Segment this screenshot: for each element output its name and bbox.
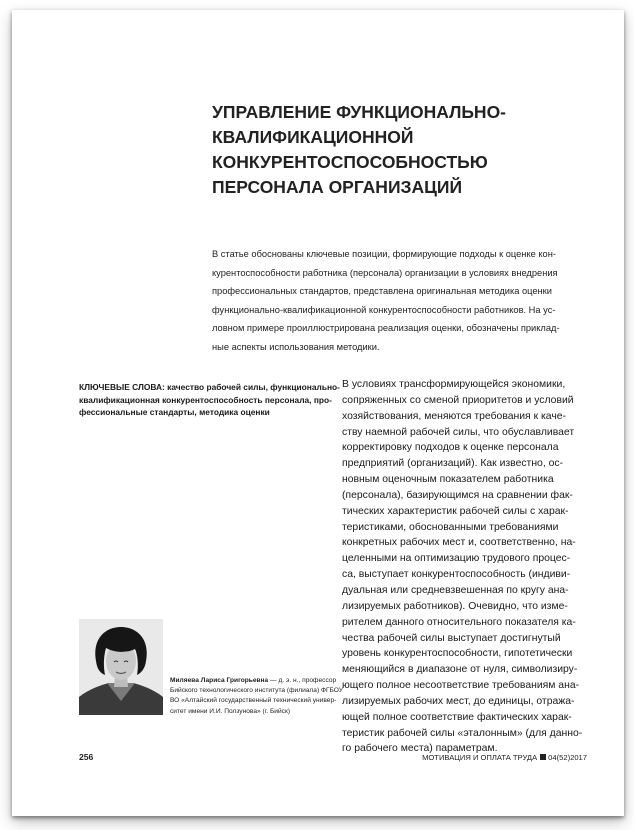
author-info <box>170 676 343 717</box>
abstract-line: функционально-квалификационной конкурентоспособности работников. На ус- <box>212 304 556 315</box>
author-affiliation-line: ситет имени И.И. Ползунова» (г. Бийск) <box>170 707 291 715</box>
body-line: рителем данного относительного показателя ка- <box>342 616 576 628</box>
keywords-label: КЛЮЧЕВЫЕ СЛОВА: <box>79 382 165 392</box>
keywords-line: квалификационная конкурентоспособность персонала, про- <box>79 394 332 405</box>
title-line: УПРАВЛЕНИЕ ФУНКЦИОНАЛЬНО- <box>212 102 507 122</box>
keywords-text: качество рабочей силы, функционально- <box>164 382 340 392</box>
body-line: (персонала), базирующимся на сравнении фак- <box>342 489 573 501</box>
author-portrait <box>79 619 163 715</box>
body-line: дуальная или средневзвешенная по кругу ана- <box>342 584 569 596</box>
keywords-block <box>79 381 340 419</box>
title-line: ПЕРСОНАЛА ОРГАНИЗАЦИЙ <box>212 177 463 197</box>
body-line: корректировку подходов к оценке персонала <box>342 442 559 454</box>
body-line: меняющийся в диапазоне от нуля, символизиру- <box>342 664 578 676</box>
article-title <box>212 100 572 200</box>
title-line: КОНКУРЕНТОСПОСОБНОСТЬЮ <box>212 152 488 172</box>
journal-issue: 04(52)2017 <box>548 753 587 762</box>
page-number: 256 <box>79 752 94 762</box>
abstract-line: профессиональных стандартов, представлена оригинальная методика оценки <box>212 286 552 297</box>
body-line: целенными на оптимизацию трудового процес- <box>342 553 571 565</box>
abstract-line: курентоспособности работника (персонала) организации в условиях внедрения <box>212 267 558 278</box>
body-line: теристиками, обоснованными требованиями <box>342 521 559 533</box>
body-line: новным оценочным показателем работника <box>342 474 554 486</box>
body-line: ству наемной рабочей силы, что обуславливает <box>342 426 575 438</box>
body-line: тических характеристик рабочей силы с харак- <box>342 505 569 517</box>
body-line: В условиях трансформирующейся экономики, <box>342 379 566 390</box>
body-line: сопряженных со сменой приоритетов и условий <box>342 394 574 406</box>
journal-footer <box>422 753 587 762</box>
author-line <box>170 676 337 686</box>
author-name: Миляева Лариса Григорьевна <box>170 677 269 684</box>
abstract-line: В статье обоснованы ключевые позиции, формирующие подходы к оценке кон- <box>212 249 556 259</box>
body-line: лизируемых рабочих мест, до единицы, отража- <box>342 695 575 707</box>
abstract-line: ные аспекты использования методики. <box>212 341 380 352</box>
body-line: ющего полное несоответствие требованиям ана- <box>342 680 580 692</box>
article-body <box>342 377 592 757</box>
keywords-line <box>79 381 340 394</box>
title-line: КВАЛИФИКАЦИОННОЙ <box>212 127 414 147</box>
body-line: ющей полное соответствие фактических харак- <box>342 711 572 723</box>
abstract-line: ловном примере проиллюстрирована реализация оценки, обозначены приклад- <box>212 323 560 334</box>
body-line: предприятий (организаций). Как известно, ос- <box>342 458 564 470</box>
body-line: го рабочего места) параметрам. <box>342 743 498 755</box>
journal-name: МОТИВАЦИЯ И ОПЛАТА ТРУДА <box>422 753 538 762</box>
author-degree: — д. э. н., профессор <box>268 677 337 684</box>
body-line: лизируемых работников). Очевидно, что изме- <box>342 600 568 612</box>
author-affiliation-line: ВО «Алтайский государственный технический универ- <box>170 697 337 705</box>
body-line: хозяйствования, меняются требования к каче- <box>342 410 566 422</box>
body-line: конкретных рабочих мест и, соответственно, на- <box>342 537 576 549</box>
keywords-line: фессиональные стандарты, методика оценки <box>79 407 270 418</box>
body-line: теристик рабочей силы «эталонным» (для данно- <box>342 727 583 739</box>
article-abstract <box>212 245 587 357</box>
body-line: чества рабочей силы выступает достигнутый <box>342 632 561 644</box>
body-line: уровень конкурентоспособности, гипотетически <box>342 648 573 660</box>
author-photo <box>79 619 163 715</box>
author-affiliation-line: Бийского технологического института (филиала) ФГБОУ <box>170 687 343 695</box>
journal-page <box>12 10 624 816</box>
body-line: са, выступает конкурентоспособность (индиви- <box>342 569 571 581</box>
square-bullet-icon <box>540 754 546 760</box>
